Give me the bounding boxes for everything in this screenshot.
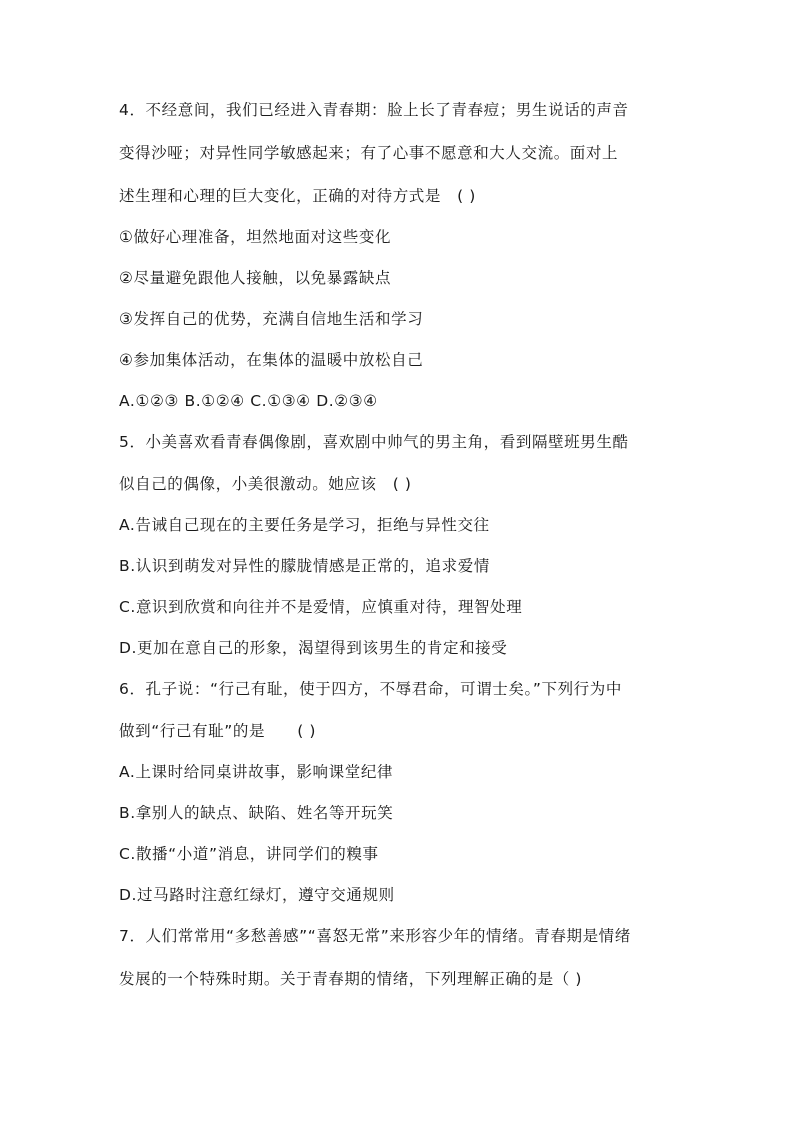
question-7-stem-line-2: 发展的一个特殊时期。关于青春期的情绪，下列理解正确的是（ ) bbox=[119, 970, 582, 988]
question-5-stem-line-2: 似自己的偶像，小美很激动。她应该 ( ) bbox=[119, 475, 412, 493]
question-6-option-c: C.散播“小道”消息，讲同学们的糗事 bbox=[119, 845, 379, 863]
question-6-stem-line-1: 6．孔子说：“行己有耻，使于四方，不辱君命，可谓士矣。”下列行为中 bbox=[119, 680, 622, 698]
question-4-stem-line-2: 变得沙哑；对异性同学敏感起来；有了心事不愿意和大人交流。面对上 bbox=[119, 144, 619, 162]
question-4-statement-2: ②尽量避免跟他人接触，以免暴露缺点 bbox=[119, 269, 392, 287]
question-4-statement-4: ④参加集体活动，在集体的温暖中放松自己 bbox=[119, 351, 424, 369]
question-content bbox=[119, 100, 679, 989]
question-7-stem-line-1: 7．人们常常用“多愁善感”“喜怒无常”来形容少年的情绪。青春期是情绪 bbox=[119, 927, 631, 945]
question-4-choices: A.①②③ B.①②④ C.①③④ D.②③④ bbox=[119, 392, 378, 410]
question-5-option-a: A.告诫自己现在的主要任务是学习，拒绝与异性交往 bbox=[119, 516, 490, 534]
question-5-option-c: C.意识到欣赏和向往并不是爱情，应慎重对待，理智处理 bbox=[119, 598, 523, 616]
question-6-option-d: D.过马路时注意红绿灯，遵守交通规则 bbox=[119, 886, 395, 904]
question-6-stem-line-2: 做到“行己有耻”的是 ( ) bbox=[119, 722, 317, 740]
question-7 bbox=[119, 926, 679, 989]
question-4-stem-line-3: 述生理和心理的巨大变化，正确的对待方式是 ( ) bbox=[119, 187, 476, 205]
question-4-statement-3: ③发挥自己的优势，充满自信地生活和学习 bbox=[119, 310, 424, 328]
question-6-option-b: B.拿别人的缺点、缺陷、姓名等开玩笑 bbox=[119, 804, 394, 822]
question-5-option-b: B.认识到萌发对异性的朦胧情感是正常的，追求爱情 bbox=[119, 557, 490, 575]
question-4 bbox=[119, 100, 679, 411]
question-4-stem-line-1: 4．不经意间，我们已经进入青春期：脸上长了青春痘；男生说话的声音 bbox=[119, 101, 629, 119]
question-6-option-a: A.上课时给同桌讲故事，影响课堂纪律 bbox=[119, 763, 394, 781]
question-6 bbox=[119, 679, 679, 905]
question-4-statement-1: ①做好心理准备，坦然地面对这些变化 bbox=[119, 228, 392, 246]
question-5-option-d: D.更加在意自己的形象，渴望得到该男生的肯定和接受 bbox=[119, 639, 508, 657]
question-5 bbox=[119, 432, 679, 658]
question-5-stem-line-1: 5．小美喜欢看青春偶像剧，喜欢剧中帅气的男主角，看到隔壁班男生酷 bbox=[119, 433, 629, 451]
